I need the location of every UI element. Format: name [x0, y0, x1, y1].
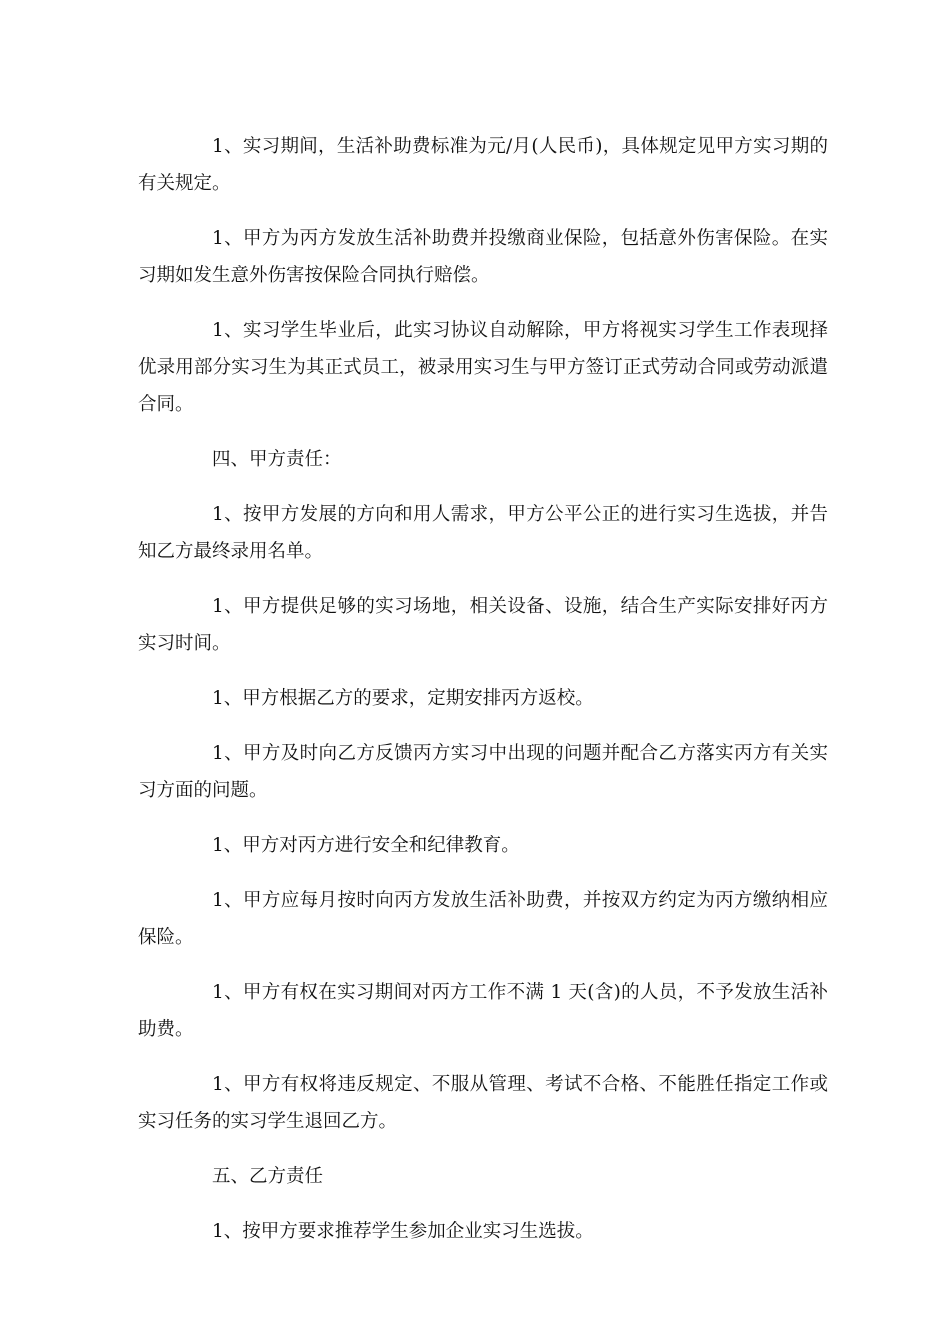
paragraph-no-stipend: 1、甲方有权在实习期间对丙方工作不满 1 天(含)的人员，不予发放生活补助费。: [138, 982, 828, 1040]
paragraph-stipend-standard: 1、实习期间，生活补助费标准为元/月(人民币)，具体规定见甲方实习期的有关规定。: [138, 136, 828, 194]
paragraph-graduation: 1、实习学生毕业后，此实习协议自动解除，甲方将视实习学生工作表现择优录用部分实习生为其正式员工，被录用实习生与甲方签订正式劳动合同或劳动派遣合同。: [138, 320, 828, 415]
paragraph-selection: 1、按甲方发展的方向和用人需求，甲方公平公正的进行实习生选拔，并告知乙方最终录用名单。: [138, 504, 828, 562]
paragraph-return-school: 1、甲方根据乙方的要求，定期安排丙方返校。: [212, 688, 594, 709]
section-heading-party-a: 四、甲方责任：: [212, 449, 342, 470]
paragraph-insurance: 1、甲方为丙方发放生活补助费并投缴商业保险，包括意外伤害保险。在实习期如发生意外伤害按保险合同执行赔偿。: [138, 228, 828, 286]
paragraph-return-students: 1、甲方有权将违反规定、不服从管理、考试不合格、不能胜任指定工作或实习任务的实习学生退回乙方。: [138, 1074, 828, 1132]
paragraph-safety-education: 1、甲方对丙方进行安全和纪律教育。: [212, 835, 520, 856]
paragraph-recommend-students: 1、按甲方要求推荐学生参加企业实习生选拔。: [212, 1221, 594, 1242]
paragraph-feedback: 1、甲方及时向乙方反馈丙方实习中出现的问题并配合乙方落实丙方有关实习方面的问题。: [138, 743, 828, 801]
section-heading-party-b: 五、乙方责任: [212, 1166, 324, 1187]
document-body: [138, 128, 828, 1268]
paragraph-facilities: 1、甲方提供足够的实习场地，相关设备、设施，结合生产实际安排好丙方实习时间。: [138, 596, 828, 654]
paragraph-monthly-stipend: 1、甲方应每月按时向丙方发放生活补助费，并按双方约定为丙方缴纳相应保险。: [138, 890, 828, 948]
